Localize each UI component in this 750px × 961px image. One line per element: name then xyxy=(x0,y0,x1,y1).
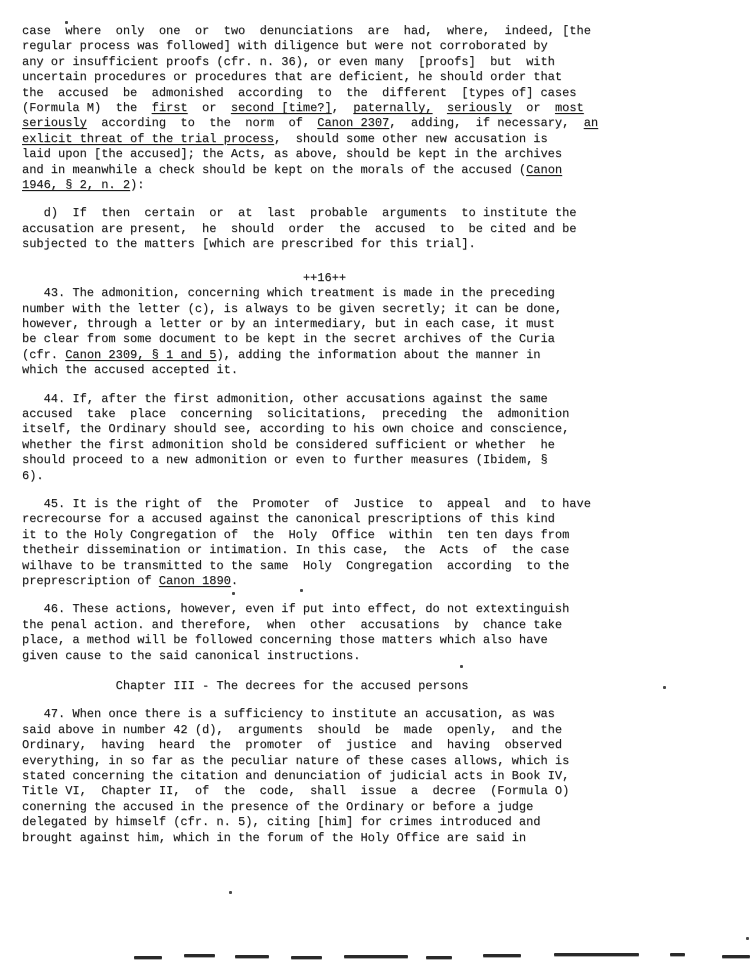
paragraph-44 xyxy=(22,392,622,484)
text-line: exlicit threat of the trial process, should some other new accusation is xyxy=(22,131,548,146)
page-number-marker xyxy=(22,271,622,286)
scan-edge-dash xyxy=(722,955,750,958)
scan-edge-dash xyxy=(291,956,322,959)
text-line: seriously according to the norm of Canon 2307, adding, if necessary, an xyxy=(22,116,599,131)
text-line: which the accused accepted it. xyxy=(22,363,239,378)
text-line: the accused be admonished according to the different [types of] cases xyxy=(22,85,577,100)
paragraph-d xyxy=(22,206,622,252)
typewritten-text-column xyxy=(22,24,622,846)
text-line: however, through a letter or by an intermediary, but in each case, it must xyxy=(22,316,555,331)
text-line: conerning the accused in the presence of the Ordinary or before a judge xyxy=(22,799,534,814)
paragraph-c-continuation xyxy=(22,24,622,193)
text-line: 6). xyxy=(22,468,44,483)
text-line: 43. The admonition, concerning which treatment is made in the preceding xyxy=(22,286,555,301)
scan-edge-dash xyxy=(554,953,639,956)
text-line: said above in number 42 (d), arguments should be made openly, and the xyxy=(22,722,563,737)
text-line: Chapter III - The decrees for the accused persons xyxy=(22,679,469,694)
text-line: uncertain procedures or procedures that are deficient, he should order that xyxy=(22,70,563,85)
text-line: subjected to the matters [which are prescribed for this trial]. xyxy=(22,237,476,252)
text-line: Ordinary, having heard the promoter of justice and having observed xyxy=(22,738,563,753)
scan-speck xyxy=(460,665,463,668)
text-line: (cfr. Canon 2309, § 1 and 5), adding the information about the manner in xyxy=(22,347,541,362)
text-line: 45. It is the right of the Promoter of Justice to appeal and to have xyxy=(22,496,591,511)
text-line: accusation are present, he should order the accused to be cited and be xyxy=(22,221,577,236)
text-line: delegated by himself (cfr. n. 5), citing [him] for crimes introduced and xyxy=(22,815,541,830)
text-line: Title VI, Chapter II, of the code, shall issue a decree (Formula O) xyxy=(22,784,570,799)
text-line: place, a method will be followed concerning those matters which also have xyxy=(22,633,548,648)
paragraph-43 xyxy=(22,286,622,378)
scan-speck xyxy=(65,21,68,24)
scan-edge-dash xyxy=(134,956,162,959)
paragraph-47 xyxy=(22,707,622,846)
scan-speck xyxy=(746,937,749,940)
text-line: 46. These actions, however, even if put into effect, do not extextinguish xyxy=(22,602,570,617)
text-line: wilhave to be transmitted to the same Holy Congregation according to the xyxy=(22,558,570,573)
scan-edge-dash xyxy=(235,955,269,958)
text-line: and in meanwhile a check should be kept on the morals of the accused (Canon xyxy=(22,162,563,177)
scan-edge-dash xyxy=(483,954,521,957)
text-line: regular process was followed] with diligence but were not corroborated by xyxy=(22,39,548,54)
text-line: the penal action. and therefore, when other accusations by chance take xyxy=(22,617,563,632)
scan-speck xyxy=(232,592,235,595)
text-line: number with the letter (c), is always to be given secretly; it can be done, xyxy=(22,301,563,316)
text-line: preprescription of Canon 1890. xyxy=(22,574,239,588)
text-line: 1946, § 2, n. 2): xyxy=(22,178,145,193)
paragraph-46 xyxy=(22,602,622,664)
text-line: d) If then certain or at last probable arguments to institute the xyxy=(22,206,577,221)
paragraph-45 xyxy=(22,497,622,589)
text-line: (Formula M) the first or second [time?], paternally, seriously or most xyxy=(22,101,584,116)
text-line: case where only one or two denunciations are had, where, indeed, [the xyxy=(22,24,591,38)
scan-speck xyxy=(229,891,232,894)
scan-edge-dash xyxy=(184,954,215,957)
text-line: any or insufficient proofs (cfr. n. 36), or even many [proofs] but with xyxy=(22,54,555,69)
scan-edge-dash xyxy=(344,955,408,958)
text-line: given cause to the said canonical instructions. xyxy=(22,648,361,663)
text-line: stated concerning the citation and denunciation of judicial acts in Book IV, xyxy=(22,769,570,784)
chapter-heading xyxy=(22,679,622,694)
text-line: 44. If, after the first admonition, other accusations against the same xyxy=(22,391,548,406)
text-line: ++16++ xyxy=(22,270,347,285)
text-line: should proceed to a new admonition or even to further measures (Ibidem, § xyxy=(22,453,548,468)
scan-speck xyxy=(663,686,666,689)
text-line: accused take place concerning solicitations, preceding the admonition xyxy=(22,406,570,421)
text-line: it to the Holy Congregation of the Holy Office within ten ten days from xyxy=(22,527,570,542)
scan-speck xyxy=(300,589,303,592)
text-line: thetheir dissemination or intimation. In this case, the Acts of the case xyxy=(22,543,570,558)
text-line: itself, the Ordinary should see, according to his own choice and conscience, xyxy=(22,422,570,437)
scan-edge-dash xyxy=(426,956,452,959)
text-line: 47. When once there is a sufficiency to institute an accusation, as was xyxy=(22,707,555,722)
text-line: whether the first admonition shold be considered sufficient or whether he xyxy=(22,437,555,452)
text-line: be clear from some document to be kept in the secret archives of the Curia xyxy=(22,332,555,347)
text-line: brought against him, which in the forum of the Holy Office are said in xyxy=(22,830,527,845)
scan-edge-dash xyxy=(670,953,685,956)
text-line: everything, in so far as the peculiar nature of these cases allows, which is xyxy=(22,753,570,768)
text-line: laid upon [the accused]; the Acts, as above, should be kept in the archives xyxy=(22,147,563,162)
text-line: recrecourse for a accused against the canonical prescriptions of this kind xyxy=(22,512,555,527)
